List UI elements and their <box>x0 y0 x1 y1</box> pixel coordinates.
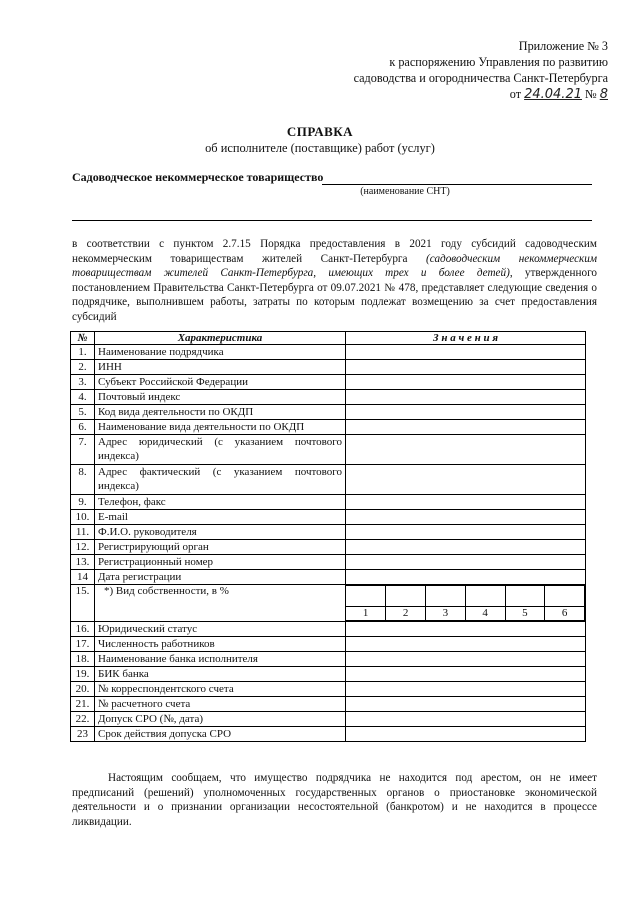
ownership-col-label: 4 <box>465 607 505 621</box>
snt-name-second-line[interactable] <box>72 220 592 221</box>
snt-field-row <box>72 170 592 186</box>
row-value-cell[interactable] <box>346 712 586 727</box>
row-num: 3. <box>71 375 95 390</box>
row-value-cell[interactable] <box>346 435 586 465</box>
row-value-cell[interactable] <box>346 652 586 667</box>
row-num: 5. <box>71 405 95 420</box>
row-value-cell[interactable] <box>346 375 586 390</box>
table-row <box>71 435 586 465</box>
snt-name-line[interactable] <box>322 184 592 185</box>
row-label: Регистрационный номер <box>95 555 346 570</box>
handwritten-number: 8 <box>599 87 608 102</box>
table-row <box>71 360 586 375</box>
row-num: 19. <box>71 667 95 682</box>
row-label: Адрес фактический (с указанием почтового индекса) <box>95 465 346 495</box>
row-label: Телефон, факс <box>95 495 346 510</box>
ownership-row <box>71 585 586 622</box>
row-label: Срок действия допуска СРО <box>95 727 346 742</box>
row-label: Численность работников <box>95 637 346 652</box>
row-num: 21. <box>71 697 95 712</box>
row-value-cell[interactable] <box>346 637 586 652</box>
ownership-col-label: 5 <box>505 607 545 621</box>
row-value-cell[interactable] <box>346 360 586 375</box>
row-num: 15. <box>71 585 95 622</box>
row-value-cell[interactable] <box>346 495 586 510</box>
row-label: Наименование подрядчика <box>95 345 346 360</box>
row-value-cell[interactable] <box>346 570 586 585</box>
row-label: № расчетного счета <box>95 697 346 712</box>
header-num: № <box>71 332 95 345</box>
ownership-value-cell[interactable] <box>346 586 386 607</box>
table-row <box>71 540 586 555</box>
row-label: Субъект Российской Федерации <box>95 375 346 390</box>
ownership-value-cell[interactable] <box>386 586 426 607</box>
table-row <box>71 555 586 570</box>
row-label: Юридический статус <box>95 622 346 637</box>
table-row <box>71 697 586 712</box>
row-num: 23 <box>71 727 95 742</box>
row-label: Регистрирующий орган <box>95 540 346 555</box>
appendix-header <box>354 38 608 103</box>
table-row <box>71 667 586 682</box>
ownership-value-cell[interactable] <box>505 586 545 607</box>
row-label: Ф.И.О. руководителя <box>95 525 346 540</box>
ownership-col-label: 3 <box>426 607 466 621</box>
table-row <box>71 495 586 510</box>
table-row <box>71 510 586 525</box>
ownership-value-cell[interactable] <box>545 586 585 607</box>
row-value-cell[interactable] <box>346 555 586 570</box>
appendix-line-3: садоводства и огородничества Санкт-Петербурга <box>353 71 608 85</box>
handwritten-date: 24.04.21 <box>524 87 582 102</box>
row-num: 6. <box>71 420 95 435</box>
footer-statement: Настоящим сообщаем, что имущество подрядчика не находится под арестом, он не имеет предписаний (решений) уполномоченных государственных органов о приостановке экономической деятельности и о признании организации несостоятельной (банкротом) и не находится в процессе ликвидации. <box>72 772 597 828</box>
row-num: 7. <box>71 435 95 465</box>
row-label: Почтовый индекс <box>95 390 346 405</box>
ownership-col-label: 1 <box>346 607 386 621</box>
row-num: 2. <box>71 360 95 375</box>
contractor-table <box>70 331 586 742</box>
ownership-value-cell[interactable] <box>465 586 505 607</box>
row-value-cell[interactable] <box>346 420 586 435</box>
row-value-cell[interactable] <box>346 345 586 360</box>
table-row <box>71 570 586 585</box>
ownership-value-cell[interactable] <box>426 586 466 607</box>
row-num: 17. <box>71 637 95 652</box>
row-value-cell[interactable] <box>346 682 586 697</box>
date-prefix: от <box>509 87 522 101</box>
row-value-cell[interactable] <box>346 465 586 495</box>
row-value-cell[interactable] <box>346 540 586 555</box>
table-row <box>71 420 586 435</box>
row-num: 14 <box>71 570 95 585</box>
table-row <box>71 652 586 667</box>
row-num: 1. <box>71 345 95 360</box>
row-value-cell[interactable] <box>346 727 586 742</box>
row-label: ИНН <box>95 360 346 375</box>
table-row <box>71 465 586 495</box>
row-label: № корреспондентского счета <box>95 682 346 697</box>
ownership-label: *) Вид собственности, в % <box>104 585 229 597</box>
row-num: 10. <box>71 510 95 525</box>
ownership-values <box>346 585 586 622</box>
header-values: З н а ч е н и я <box>346 332 586 345</box>
row-num: 8. <box>71 465 95 495</box>
table-row <box>71 405 586 420</box>
row-value-cell[interactable] <box>346 390 586 405</box>
row-num: 9. <box>71 495 95 510</box>
row-num: 11. <box>71 525 95 540</box>
row-label: E-mail <box>95 510 346 525</box>
para-part-1: в соответствии с пунктом 2.7.15 Порядка предоставления в 2021 году субсидий садоводческим некоммерческим товариществам жителей Санкт-Петербурга <box>72 238 597 265</box>
table-row <box>71 622 586 637</box>
appendix-line-1: Приложение № 3 <box>518 39 608 53</box>
row-num: 22. <box>71 712 95 727</box>
row-label: Допуск СРО (№, дата) <box>95 712 346 727</box>
row-label: Дата регистрации <box>95 570 346 585</box>
row-value-cell[interactable] <box>346 697 586 712</box>
row-value-cell[interactable] <box>346 510 586 525</box>
table-row <box>71 712 586 727</box>
row-num: 12. <box>71 540 95 555</box>
table-row <box>71 727 586 742</box>
table-row <box>71 375 586 390</box>
table-row <box>71 637 586 652</box>
row-label: Код вида деятельности по ОКДП <box>95 405 346 420</box>
appendix-date-line <box>354 86 608 103</box>
document-title: СПРАВКА <box>286 124 354 139</box>
para-italic: (садоводческим некоммерческим товариществам жителей Санкт-Петербурга, имеющих трех и более детей) <box>72 252 598 280</box>
row-label: Наименование вида деятельности по ОКДП <box>95 420 346 435</box>
row-value-cell[interactable] <box>346 405 586 420</box>
row-value-cell[interactable] <box>346 667 586 682</box>
header-characteristic: Характеристика <box>95 332 346 345</box>
table-row <box>71 682 586 697</box>
row-num: 16. <box>71 622 95 637</box>
table-header-row <box>71 332 586 345</box>
document-subtitle: об исполнителе (поставщике) работ (услуг) <box>205 141 435 155</box>
para-part-2: , утвержденного постановлением Правительства Санкт-Петербурга от 09.07.2021 № 478, представляет следующие сведения о подрядчике, выполнившем работы, затраты по которым подлежат возмещению за счет предоставления субсидий <box>72 267 597 323</box>
number-prefix: № <box>585 87 597 101</box>
intro-paragraph <box>72 237 597 325</box>
row-num: 18. <box>71 652 95 667</box>
ownership-col-label: 2 <box>386 607 426 621</box>
row-value-cell[interactable] <box>346 525 586 540</box>
snt-label: Садоводческое некоммерческое товарищество <box>72 170 324 184</box>
row-label: Наименование банка исполнителя <box>95 652 346 667</box>
row-label: БИК банка <box>95 667 346 682</box>
ownership-col-label: 6 <box>545 607 585 621</box>
appendix-line-2: к распоряжению Управления по развитию <box>389 55 608 69</box>
row-label: Адрес юридический (с указанием почтового индекса) <box>95 435 346 465</box>
row-label <box>95 585 346 622</box>
table-row <box>71 345 586 360</box>
row-value-cell[interactable] <box>346 622 586 637</box>
row-num: 4. <box>71 390 95 405</box>
row-num: 20. <box>71 682 95 697</box>
ownership-subtable <box>346 585 585 621</box>
row-num: 13. <box>71 555 95 570</box>
snt-hint: (наименование СНТ) <box>360 186 450 197</box>
table-row <box>71 525 586 540</box>
table-row <box>71 390 586 405</box>
